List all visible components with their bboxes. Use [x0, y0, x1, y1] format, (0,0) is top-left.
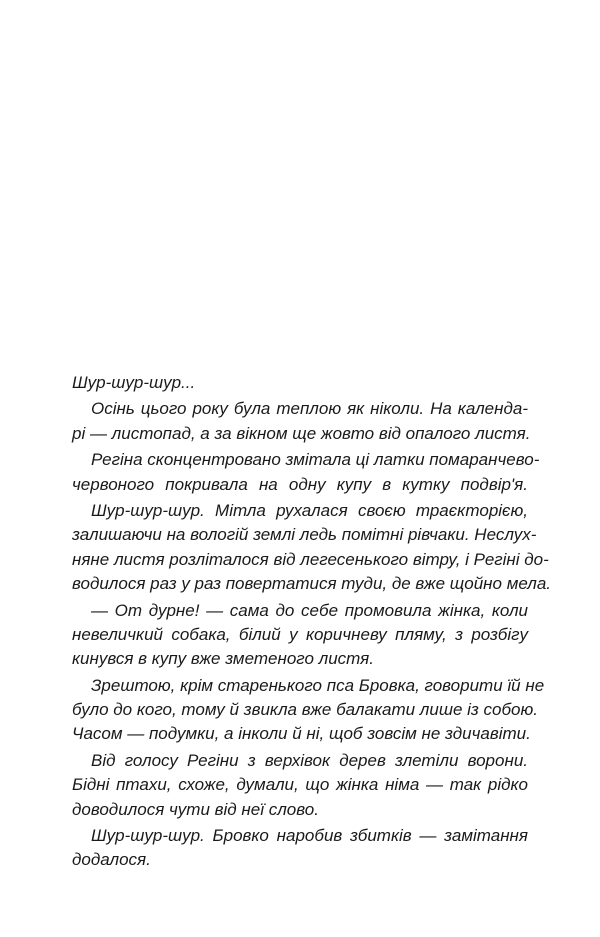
paragraph-line: червоного покривала на одну купу в кутку подвір'я.: [72, 474, 528, 494]
paragraph-line: залишаючи на вологій землі ледь помітні рівчаки. Неслух-: [72, 525, 537, 545]
paragraph-line: Від голосу Регіни з верхівок дерев злетіли ворони.: [91, 750, 528, 770]
paragraph: [72, 448, 540, 497]
paragraph-line: доводилося чути від неї слово.: [72, 799, 319, 819]
paragraph-line: водилося раз у раз повертатися туди, де вже щойно мела.: [72, 574, 552, 594]
paragraph-line: Бідні птахи, схоже, думали, що жінка німа — так рідко: [72, 775, 528, 795]
paragraph-line: Часом — подумки, а інколи й ні, щоб зовсім не здичавіти.: [72, 724, 531, 744]
paragraph-line: Шур-шур-шур...: [72, 373, 196, 392]
paragraph: [72, 824, 528, 873]
story-text: [72, 371, 552, 873]
paragraph-line: Шур-шур-шур. Бровко наробив збитків — замітання: [91, 826, 528, 846]
paragraph: [72, 499, 552, 597]
paragraph-line: Регіна сконцентровано змітала ці латки помаранчево-: [91, 450, 540, 470]
paragraph-line: рі — листопад, а за вікном ще жовто від опалого листя.: [72, 423, 531, 443]
paragraph: [72, 397, 531, 446]
paragraph: [72, 749, 528, 822]
paragraph-line: Зрештою, крім старенького пса Бровка, говорити їй не: [91, 675, 545, 695]
paragraph-line: було до кого, тому й звикла вже балакати лише із собою.: [72, 700, 538, 720]
paragraph: [72, 674, 545, 747]
paragraph-line: Осінь цього року була теплою як ніколи. На календа-: [91, 399, 528, 419]
paragraph-line: — От дурне! — сама до себе промовила жінка, коли: [91, 600, 528, 620]
paragraph-line: невеличкий собака, білий у коричневу пляму, з розбігу: [72, 624, 528, 644]
paragraph: [72, 599, 528, 672]
paragraph: [72, 371, 528, 395]
paragraph-line: Шур-шур-шур. Мітла рухалася своєю траєкторією,: [91, 500, 528, 520]
paragraph-line: няне листя розліталося від легесенького вітру, і Регіні до-: [72, 549, 549, 569]
paragraph-line: додалося.: [72, 850, 151, 870]
paragraph-line: кинувся в купу вже зметеного листя.: [72, 649, 374, 669]
